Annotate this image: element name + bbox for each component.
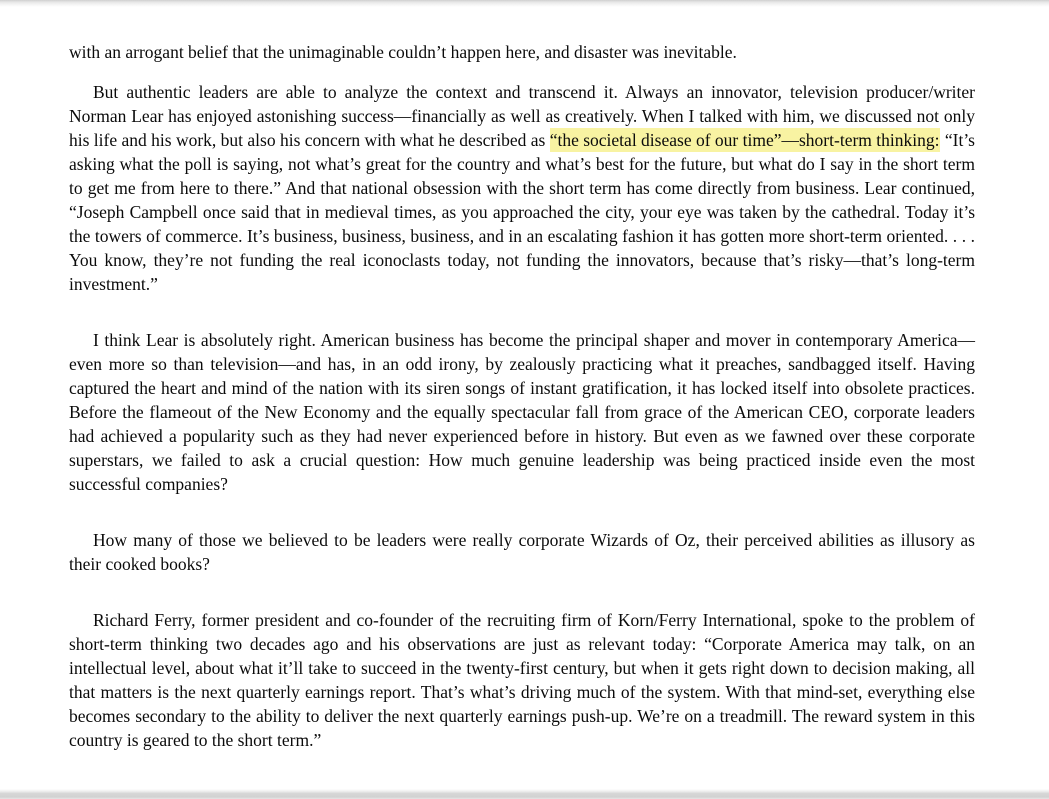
paragraph-wizards-of-oz [69, 528, 975, 576]
highlighted-text[interactable]: “the societal disease of our time”—short-term thinking: [549, 130, 940, 150]
paragraph-continuation [69, 40, 975, 64]
text-run: How many of those we believed to be leaders were really corporate Wizards of Oz, their perceived abilities as illusory as their cooked books? [69, 530, 975, 574]
page-bottom-edge [0, 789, 1049, 799]
text-run: with an arrogant belief that the unimaginable couldn’t happen here, and disaster was inevitable. [69, 42, 737, 62]
text-run: But authentic leaders are able to analyze the context and transcend it. Always an innovator, television producer/writer Norman Lear has enjoyed astonishing success—financially as well as creatively. When I talked with him, we discussed not only his life and his work, but also his concern with what he described as [69, 82, 975, 150]
paragraph-richard-ferry [69, 608, 975, 752]
text-run: “It’s asking what the poll is saying, not what’s great for the country and what’s best for the future, but what do I say in the short term to get me from here to there.” And that national obsession with the short term has come directly from business. Lear continued, “Joseph Campbell once said that in medieval times, as you approached the city, your eye was taken by the cathedral. Today it’s the towers of commerce. It’s business, business, business, and in an escalating fashion it has gotten more short-term oriented. . . . You know, they’re not funding the real iconoclasts today, not funding the innovators, because that’s risky—that’s long-term investment.” [69, 130, 975, 294]
text-run: I think Lear is absolutely right. American business has become the principal shaper and mover in contemporary America—even more so than television—and has, in an odd irony, by zealously practicing what it preaches, sandbagged itself. Having captured the heart and mind of the nation with its siren songs of instant gratification, it has locked itself into obsolete practices. Before the flameout of the New Economy and the equally spectacular fall from grace of the American CEO, corporate leaders had achieved a popularity such as they had never experienced before in history. But even as we fawned over these corporate superstars, we failed to ask a crucial question: How much genuine leadership was being practiced inside even the most successful companies? [69, 330, 975, 494]
paragraph-i-think-lear [69, 328, 975, 496]
text-run: Richard Ferry, former president and co-founder of the recruiting firm of Korn/Ferry International, spoke to the problem of short-term thinking two decades ago and his observations are just as relevant today: “Corporate America may talk, on an intellectual level, about what it’ll take to succeed in the twenty-first century, but when it gets right down to decision making, all that matters is the next quarterly earnings report. That’s what’s driving much of the system. With that mind-set, everything else becomes secondary to the ability to deliver the next quarterly earnings push-up. We’re on a treadmill. The reward system in this country is geared to the short term.” [69, 610, 975, 750]
book-page-text [69, 40, 975, 752]
page-top-edge [0, 0, 1049, 7]
paragraph-norman-lear [69, 80, 975, 296]
